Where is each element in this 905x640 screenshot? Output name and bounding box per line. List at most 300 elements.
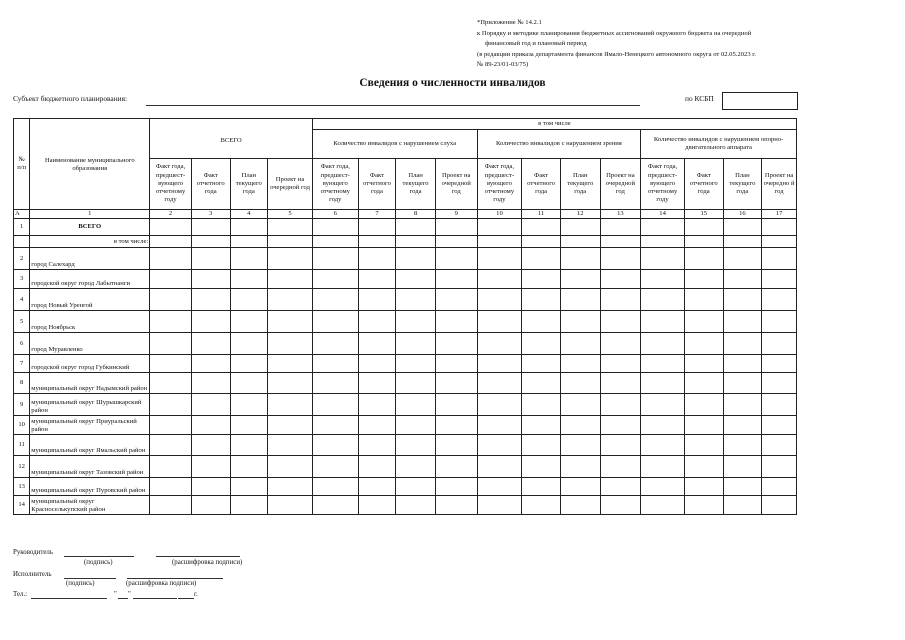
data-cell[interactable] xyxy=(435,248,477,270)
data-cell[interactable] xyxy=(477,333,522,355)
data-cell[interactable] xyxy=(150,373,192,394)
data-cell[interactable] xyxy=(684,416,723,435)
data-cell[interactable] xyxy=(477,219,522,236)
data-cell[interactable] xyxy=(762,456,797,478)
signature-caption: (подпись) xyxy=(66,580,95,587)
data-cell[interactable] xyxy=(435,394,477,416)
data-cell[interactable] xyxy=(268,289,313,311)
table-row xyxy=(14,394,797,416)
data-cell[interactable] xyxy=(435,478,477,496)
data-cell[interactable] xyxy=(684,333,723,355)
data-cell[interactable] xyxy=(477,270,522,289)
data-cell[interactable] xyxy=(600,219,641,236)
data-cell[interactable] xyxy=(560,496,600,515)
data-cell[interactable] xyxy=(396,333,436,355)
date-quote-close: " xyxy=(128,591,131,598)
appendix-line: *Приложение № 14.2.1 xyxy=(477,19,542,26)
data-cell[interactable] xyxy=(723,289,762,311)
data-cell[interactable] xyxy=(268,219,313,236)
data-cell[interactable] xyxy=(522,373,561,394)
data-cell[interactable] xyxy=(312,311,358,333)
data-cell[interactable] xyxy=(230,248,268,270)
data-cell[interactable] xyxy=(723,248,762,270)
row-name: город Ноябрьск xyxy=(30,311,150,333)
row-num: 9 xyxy=(14,394,30,416)
data-cell[interactable] xyxy=(358,270,396,289)
subheader-14: Факт года, предшест-вующего отчетному году xyxy=(641,159,685,210)
subheader-9: Проект на очередной год xyxy=(435,159,477,210)
data-cell[interactable] xyxy=(150,270,192,289)
column-number: 11 xyxy=(522,210,561,219)
data-cell[interactable] xyxy=(762,416,797,435)
data-cell[interactable] xyxy=(560,478,600,496)
data-cell[interactable] xyxy=(230,416,268,435)
data-cell[interactable] xyxy=(191,248,230,270)
data-cell[interactable] xyxy=(312,219,358,236)
executor-label: Исполнитель xyxy=(13,571,52,578)
data-cell[interactable] xyxy=(435,219,477,236)
column-number: 7 xyxy=(358,210,396,219)
data-cell[interactable] xyxy=(150,355,192,373)
table-row xyxy=(14,456,797,478)
data-cell[interactable] xyxy=(600,435,641,456)
data-cell[interactable] xyxy=(358,311,396,333)
data-cell[interactable] xyxy=(522,394,561,416)
data-cell[interactable] xyxy=(684,289,723,311)
data-cell[interactable] xyxy=(191,289,230,311)
data-cell[interactable] xyxy=(684,270,723,289)
date-month-field[interactable] xyxy=(133,598,177,599)
data-cell[interactable] xyxy=(723,373,762,394)
data-cell[interactable] xyxy=(684,394,723,416)
decoding-caption: (расшифровка подписи) xyxy=(126,580,197,587)
data-cell[interactable] xyxy=(358,394,396,416)
data-cell[interactable] xyxy=(477,478,522,496)
data-cell[interactable] xyxy=(358,248,396,270)
data-cell[interactable] xyxy=(684,478,723,496)
signature-caption: (подпись) xyxy=(84,559,113,566)
year-suffix: г. xyxy=(194,591,198,598)
header-total: ВСЕГО xyxy=(150,119,313,159)
data-cell[interactable] xyxy=(358,435,396,456)
data-cell[interactable] xyxy=(150,416,192,435)
data-cell[interactable] xyxy=(358,289,396,311)
data-cell[interactable] xyxy=(268,333,313,355)
data-cell[interactable] xyxy=(268,456,313,478)
data-cell[interactable] xyxy=(684,311,723,333)
data-cell[interactable] xyxy=(312,373,358,394)
subheader-3: Факт отчетного года xyxy=(191,159,230,210)
data-cell[interactable] xyxy=(723,496,762,515)
column-number: 5 xyxy=(268,210,313,219)
data-cell[interactable] xyxy=(191,496,230,515)
data-cell[interactable] xyxy=(522,289,561,311)
data-cell[interactable] xyxy=(358,456,396,478)
data-cell[interactable] xyxy=(268,248,313,270)
data-cell[interactable] xyxy=(560,289,600,311)
data-cell[interactable] xyxy=(477,355,522,373)
appendix-line: № 89-23/01-03/75) xyxy=(477,61,529,68)
row-num: 8 xyxy=(14,373,30,394)
data-cell[interactable] xyxy=(762,478,797,496)
data-cell[interactable] xyxy=(358,478,396,496)
data-cell[interactable] xyxy=(641,478,685,496)
data-cell[interactable] xyxy=(762,435,797,456)
data-cell[interactable] xyxy=(191,435,230,456)
data-cell[interactable] xyxy=(762,270,797,289)
data-cell[interactable] xyxy=(268,416,313,435)
data-cell[interactable] xyxy=(191,394,230,416)
data-cell[interactable] xyxy=(560,311,600,333)
data-cell[interactable] xyxy=(150,289,192,311)
data-cell[interactable] xyxy=(762,355,797,373)
data-cell[interactable] xyxy=(312,416,358,435)
data-cell[interactable] xyxy=(312,248,358,270)
row-num: 2 xyxy=(14,248,30,270)
data-cell[interactable] xyxy=(268,394,313,416)
data-cell[interactable] xyxy=(477,373,522,394)
data-cell[interactable] xyxy=(762,219,797,236)
data-cell[interactable] xyxy=(396,496,436,515)
data-cell[interactable] xyxy=(396,478,436,496)
data-cell[interactable] xyxy=(641,270,685,289)
data-cell[interactable] xyxy=(230,333,268,355)
data-cell[interactable] xyxy=(560,394,600,416)
data-cell[interactable] xyxy=(396,435,436,456)
data-cell[interactable] xyxy=(396,373,436,394)
table-row xyxy=(14,333,797,355)
data-cell[interactable] xyxy=(600,289,641,311)
data-cell[interactable] xyxy=(723,355,762,373)
head-decoding-field[interactable] xyxy=(156,556,240,557)
data-cell[interactable] xyxy=(600,311,641,333)
data-cell[interactable] xyxy=(522,416,561,435)
data-cell[interactable] xyxy=(477,394,522,416)
table-row xyxy=(14,270,797,289)
data-cell[interactable] xyxy=(560,333,600,355)
data-cell[interactable] xyxy=(150,311,192,333)
data-cell[interactable] xyxy=(762,248,797,270)
data-cell[interactable] xyxy=(435,289,477,311)
data-cell[interactable] xyxy=(641,333,685,355)
table-row xyxy=(14,355,797,373)
data-cell[interactable] xyxy=(268,270,313,289)
data-cell[interactable] xyxy=(150,496,192,515)
head-signature-field[interactable] xyxy=(64,556,134,557)
column-number: 13 xyxy=(600,210,641,219)
table-row xyxy=(14,289,797,311)
data-cell[interactable] xyxy=(723,435,762,456)
data-cell[interactable] xyxy=(600,478,641,496)
phone-label: Тел.: xyxy=(13,591,28,598)
data-cell[interactable] xyxy=(560,219,600,236)
data-cell[interactable] xyxy=(312,496,358,515)
column-number: 12 xyxy=(560,210,600,219)
data-cell[interactable] xyxy=(435,373,477,394)
data-cell[interactable] xyxy=(477,248,522,270)
row-name: город Салехард xyxy=(30,248,150,270)
header-including: в том числе xyxy=(312,119,796,130)
data-cell[interactable] xyxy=(358,496,396,515)
table-row xyxy=(14,435,797,456)
data-cell[interactable] xyxy=(723,416,762,435)
data-cell[interactable] xyxy=(230,219,268,236)
data-cell[interactable] xyxy=(522,333,561,355)
data-cell[interactable] xyxy=(723,219,762,236)
row-num: 14 xyxy=(14,496,30,515)
data-cell[interactable] xyxy=(762,496,797,515)
data-cell[interactable] xyxy=(522,311,561,333)
date-day-field[interactable] xyxy=(118,598,128,599)
ksbp-field[interactable] xyxy=(722,92,798,110)
decoding-caption: (расшифровка подписи) xyxy=(172,559,243,566)
data-cell[interactable] xyxy=(268,355,313,373)
data-cell[interactable] xyxy=(723,333,762,355)
data-cell[interactable] xyxy=(684,248,723,270)
subheader-4: План текущего года xyxy=(230,159,268,210)
data-cell[interactable] xyxy=(191,456,230,478)
column-number: 9 xyxy=(435,210,477,219)
data-cell[interactable] xyxy=(641,394,685,416)
row-num: 11 xyxy=(14,435,30,456)
data-cell[interactable] xyxy=(477,456,522,478)
data-cell[interactable] xyxy=(684,456,723,478)
data-cell[interactable] xyxy=(560,248,600,270)
data-cell[interactable] xyxy=(435,435,477,456)
data-cell[interactable] xyxy=(641,496,685,515)
column-number: 10 xyxy=(477,210,522,219)
data-cell[interactable] xyxy=(641,373,685,394)
data-cell[interactable] xyxy=(641,311,685,333)
data-cell[interactable] xyxy=(191,333,230,355)
row-num: 12 xyxy=(14,456,30,478)
data-cell[interactable] xyxy=(358,333,396,355)
phone-field[interactable] xyxy=(31,598,107,599)
data-cell[interactable] xyxy=(358,355,396,373)
data-cell[interactable] xyxy=(522,219,561,236)
data-cell[interactable] xyxy=(312,333,358,355)
data-cell[interactable] xyxy=(358,416,396,435)
data-cell[interactable] xyxy=(477,435,522,456)
data-cell[interactable] xyxy=(230,355,268,373)
data-cell[interactable] xyxy=(396,456,436,478)
data-cell[interactable] xyxy=(560,270,600,289)
data-cell[interactable] xyxy=(684,496,723,515)
row-num: 4 xyxy=(14,289,30,311)
data-cell[interactable] xyxy=(600,456,641,478)
data-cell[interactable] xyxy=(641,355,685,373)
data-cell[interactable] xyxy=(762,373,797,394)
subject-field[interactable] xyxy=(146,105,640,106)
data-cell[interactable] xyxy=(150,333,192,355)
table-row xyxy=(14,248,797,270)
data-cell[interactable] xyxy=(435,311,477,333)
data-cell[interactable] xyxy=(191,219,230,236)
data-cell[interactable] xyxy=(435,456,477,478)
data-cell[interactable] xyxy=(358,373,396,394)
data-cell[interactable] xyxy=(312,456,358,478)
appendix-line: (в редакции приказа департамента финансов Ямало-Ненецкого автономного округа от 02.05.2023 г. xyxy=(477,50,756,58)
data-cell[interactable] xyxy=(522,478,561,496)
header-name: Наименование муниципального образования xyxy=(30,119,150,210)
data-cell[interactable] xyxy=(396,289,436,311)
row-name: город Муравленко xyxy=(30,333,150,355)
data-cell[interactable] xyxy=(684,355,723,373)
data-cell[interactable] xyxy=(723,478,762,496)
subheader-12: План текущего года xyxy=(560,159,600,210)
data-cell[interactable] xyxy=(600,248,641,270)
data-cell[interactable] xyxy=(230,478,268,496)
data-cell[interactable] xyxy=(522,270,561,289)
data-cell[interactable] xyxy=(641,248,685,270)
data-cell[interactable] xyxy=(522,435,561,456)
data-cell[interactable] xyxy=(230,435,268,456)
data-cell[interactable] xyxy=(600,496,641,515)
data-cell[interactable] xyxy=(723,311,762,333)
data-cell[interactable] xyxy=(396,311,436,333)
data-cell[interactable] xyxy=(268,311,313,333)
column-number: 3 xyxy=(191,210,230,219)
data-cell[interactable] xyxy=(600,355,641,373)
data-cell[interactable] xyxy=(230,289,268,311)
data-cell[interactable] xyxy=(191,416,230,435)
data-cell[interactable] xyxy=(723,270,762,289)
data-cell[interactable] xyxy=(396,270,436,289)
row-num: 3 xyxy=(14,270,30,289)
subject-label: Субъект бюджетного планирования: xyxy=(13,94,128,103)
data-cell[interactable] xyxy=(560,435,600,456)
data-cell[interactable] xyxy=(641,289,685,311)
appendix-line: финансовый год и плановый период xyxy=(485,40,587,47)
data-cell[interactable] xyxy=(230,394,268,416)
column-number: 6 xyxy=(312,210,358,219)
data-cell[interactable] xyxy=(268,373,313,394)
including-label: в том числе: xyxy=(30,236,150,248)
data-cell[interactable] xyxy=(762,333,797,355)
data-cell[interactable] xyxy=(191,355,230,373)
data-cell[interactable] xyxy=(230,270,268,289)
data-cell[interactable] xyxy=(477,311,522,333)
executor-decoding-field[interactable] xyxy=(127,578,223,579)
data-cell[interactable] xyxy=(600,270,641,289)
data-cell[interactable] xyxy=(762,289,797,311)
data-cell[interactable] xyxy=(641,456,685,478)
table-row xyxy=(14,311,797,333)
data-cell[interactable] xyxy=(150,456,192,478)
data-cell[interactable] xyxy=(435,416,477,435)
data-cell[interactable] xyxy=(396,416,436,435)
subheader-5: Проект на очередной год xyxy=(268,159,313,210)
data-cell[interactable] xyxy=(312,478,358,496)
data-cell[interactable] xyxy=(560,355,600,373)
data-cell[interactable] xyxy=(684,373,723,394)
data-cell[interactable] xyxy=(191,270,230,289)
row-num: 6 xyxy=(14,333,30,355)
data-cell[interactable] xyxy=(600,394,641,416)
data-cell[interactable] xyxy=(230,456,268,478)
data-cell[interactable] xyxy=(191,373,230,394)
data-cell[interactable] xyxy=(600,373,641,394)
header-vision: Количество инвалидов с нарушением зрения xyxy=(477,130,641,159)
data-cell[interactable] xyxy=(312,394,358,416)
row-name: городской округ город Лабытнанги xyxy=(30,270,150,289)
data-cell[interactable] xyxy=(191,311,230,333)
data-cell[interactable] xyxy=(641,435,685,456)
data-cell[interactable] xyxy=(435,270,477,289)
data-cell[interactable] xyxy=(150,394,192,416)
data-cell[interactable] xyxy=(230,496,268,515)
data-cell[interactable] xyxy=(477,289,522,311)
data-cell[interactable] xyxy=(230,311,268,333)
data-cell[interactable] xyxy=(312,435,358,456)
data-cell[interactable] xyxy=(560,416,600,435)
row-name: городской округ город Губкинский xyxy=(30,355,150,373)
data-cell[interactable] xyxy=(396,355,436,373)
data-cell[interactable] xyxy=(268,435,313,456)
data-cell[interactable] xyxy=(435,496,477,515)
disabled-persons-table xyxy=(13,118,797,515)
data-cell[interactable] xyxy=(600,333,641,355)
data-cell[interactable] xyxy=(522,496,561,515)
data-cell[interactable] xyxy=(641,219,685,236)
data-cell[interactable] xyxy=(477,496,522,515)
data-cell[interactable] xyxy=(312,289,358,311)
ksbp-label: по КСБП xyxy=(685,94,714,103)
data-cell[interactable] xyxy=(312,355,358,373)
data-cell[interactable] xyxy=(268,496,313,515)
data-cell[interactable] xyxy=(435,333,477,355)
data-cell[interactable] xyxy=(684,435,723,456)
data-cell[interactable] xyxy=(522,355,561,373)
data-cell[interactable] xyxy=(762,394,797,416)
data-cell[interactable] xyxy=(684,219,723,236)
data-cell[interactable] xyxy=(560,373,600,394)
data-cell[interactable] xyxy=(150,248,192,270)
subheader-11: Факт отчетного года xyxy=(522,159,561,210)
data-cell[interactable] xyxy=(358,219,396,236)
data-cell[interactable] xyxy=(600,416,641,435)
row-name: город Новый Уренгой xyxy=(30,289,150,311)
table-row xyxy=(14,496,797,515)
data-cell[interactable] xyxy=(723,456,762,478)
data-cell[interactable] xyxy=(560,456,600,478)
data-cell[interactable] xyxy=(312,270,358,289)
executor-signature-field[interactable] xyxy=(64,578,116,579)
data-cell[interactable] xyxy=(762,311,797,333)
data-cell[interactable] xyxy=(522,456,561,478)
row-name: муниципальный округ Шурышкарский район xyxy=(30,394,150,416)
row-num: 5 xyxy=(14,311,30,333)
data-cell[interactable] xyxy=(641,416,685,435)
data-cell[interactable] xyxy=(396,248,436,270)
data-cell[interactable] xyxy=(150,478,192,496)
data-cell[interactable] xyxy=(723,394,762,416)
column-number: 17 xyxy=(762,210,797,219)
data-cell[interactable] xyxy=(268,478,313,496)
date-year-field[interactable] xyxy=(178,598,194,599)
data-cell[interactable] xyxy=(191,478,230,496)
data-cell[interactable] xyxy=(522,248,561,270)
data-cell[interactable] xyxy=(396,219,436,236)
data-cell[interactable] xyxy=(396,394,436,416)
data-cell[interactable] xyxy=(477,416,522,435)
data-cell[interactable] xyxy=(435,355,477,373)
data-cell[interactable] xyxy=(150,435,192,456)
row-name: муниципальный округ Тазовский район xyxy=(30,456,150,478)
appendix-note xyxy=(477,18,807,71)
data-cell[interactable] xyxy=(230,373,268,394)
data-cell[interactable] xyxy=(150,219,192,236)
